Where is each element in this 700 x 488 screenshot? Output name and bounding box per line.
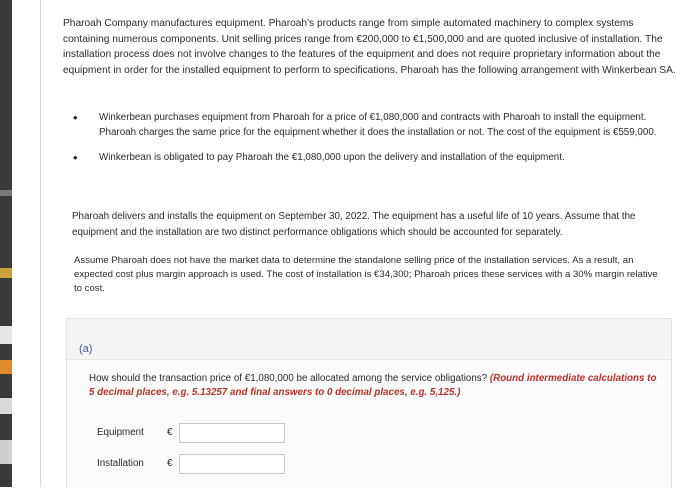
list-item — [63, 110, 663, 140]
pricing-paragraph: Assume Pharoah does not have the market data to determine the standalone selling price of the installation services. As a result, an expected cost plus margin approach is used. The cost of installation is €34,300; Pharoah prices these services with a 30% margin relative to cost. — [74, 255, 658, 294]
rounding-hint: (Round intermediate calculations to 5 decimal places, e.g. 5.13257 and final answers to 0 decimal places, e.g. 5,125.) — [89, 373, 657, 398]
equipment-label: Equipment — [97, 427, 144, 438]
currency-symbol: € — [167, 427, 173, 438]
part-a-header — [67, 319, 671, 360]
list-item-text: Winkerbean is obligated to pay Pharoah the €1,080,000 upon the delivery and installation of the equipment. — [99, 152, 565, 163]
strip-marker — [0, 398, 12, 414]
problem-page — [40, 0, 700, 487]
equipment-input[interactable] — [179, 423, 285, 443]
part-a-panel — [66, 318, 672, 488]
strip-marker — [0, 360, 12, 374]
installation-label: Installation — [97, 458, 144, 469]
strip-marker — [0, 268, 12, 278]
list-item — [63, 150, 663, 165]
part-a-body — [67, 360, 671, 488]
strip-marker — [0, 326, 12, 344]
installation-input[interactable] — [179, 454, 285, 474]
delivery-paragraph: Pharoah delivers and installs the equipment on September 30, 2022. The equipment has a useful life of 10 years. Assume that the equipment and the installation are two distinct performance obligations which should be accounted for separately. — [72, 211, 636, 238]
arrangement-list — [63, 110, 663, 165]
list-item-text: Winkerbean purchases equipment from Pharoah for a price of €1,080,000 and contracts with Pharoah to install the equipment. Pharoah charges the same price for the equipment whether it does the installation or not. The cost of the equipment is €559,000. — [99, 112, 657, 138]
bullet-dot-icon: • — [73, 150, 78, 165]
bullet-dot-icon: • — [73, 110, 78, 125]
installation-row — [97, 454, 397, 474]
left-window-strip — [0, 0, 12, 487]
equipment-row — [97, 423, 397, 443]
part-a-label: (a) — [79, 343, 93, 355]
problem-intro: Pharoah Company manufactures equipment. Pharoah's products range from simple automated machinery to complex systems containing numerous components. Unit selling prices range from €200,000 to €1,500,000 and are quoted inclusive of installation. The installation process does not involve changes to the features of the equipment and does not require proprietary information about the equipment in order for the installed equipment to perform to specifications. Pharoah has the following arrangement with Winkerbean SA. — [63, 18, 676, 76]
strip-marker — [0, 190, 12, 196]
part-a-question — [89, 372, 659, 400]
strip-marker — [0, 440, 12, 464]
currency-symbol: € — [167, 458, 173, 469]
question-text: How should the transaction price of €1,080,000 be allocated among the service obligations? — [89, 373, 488, 384]
